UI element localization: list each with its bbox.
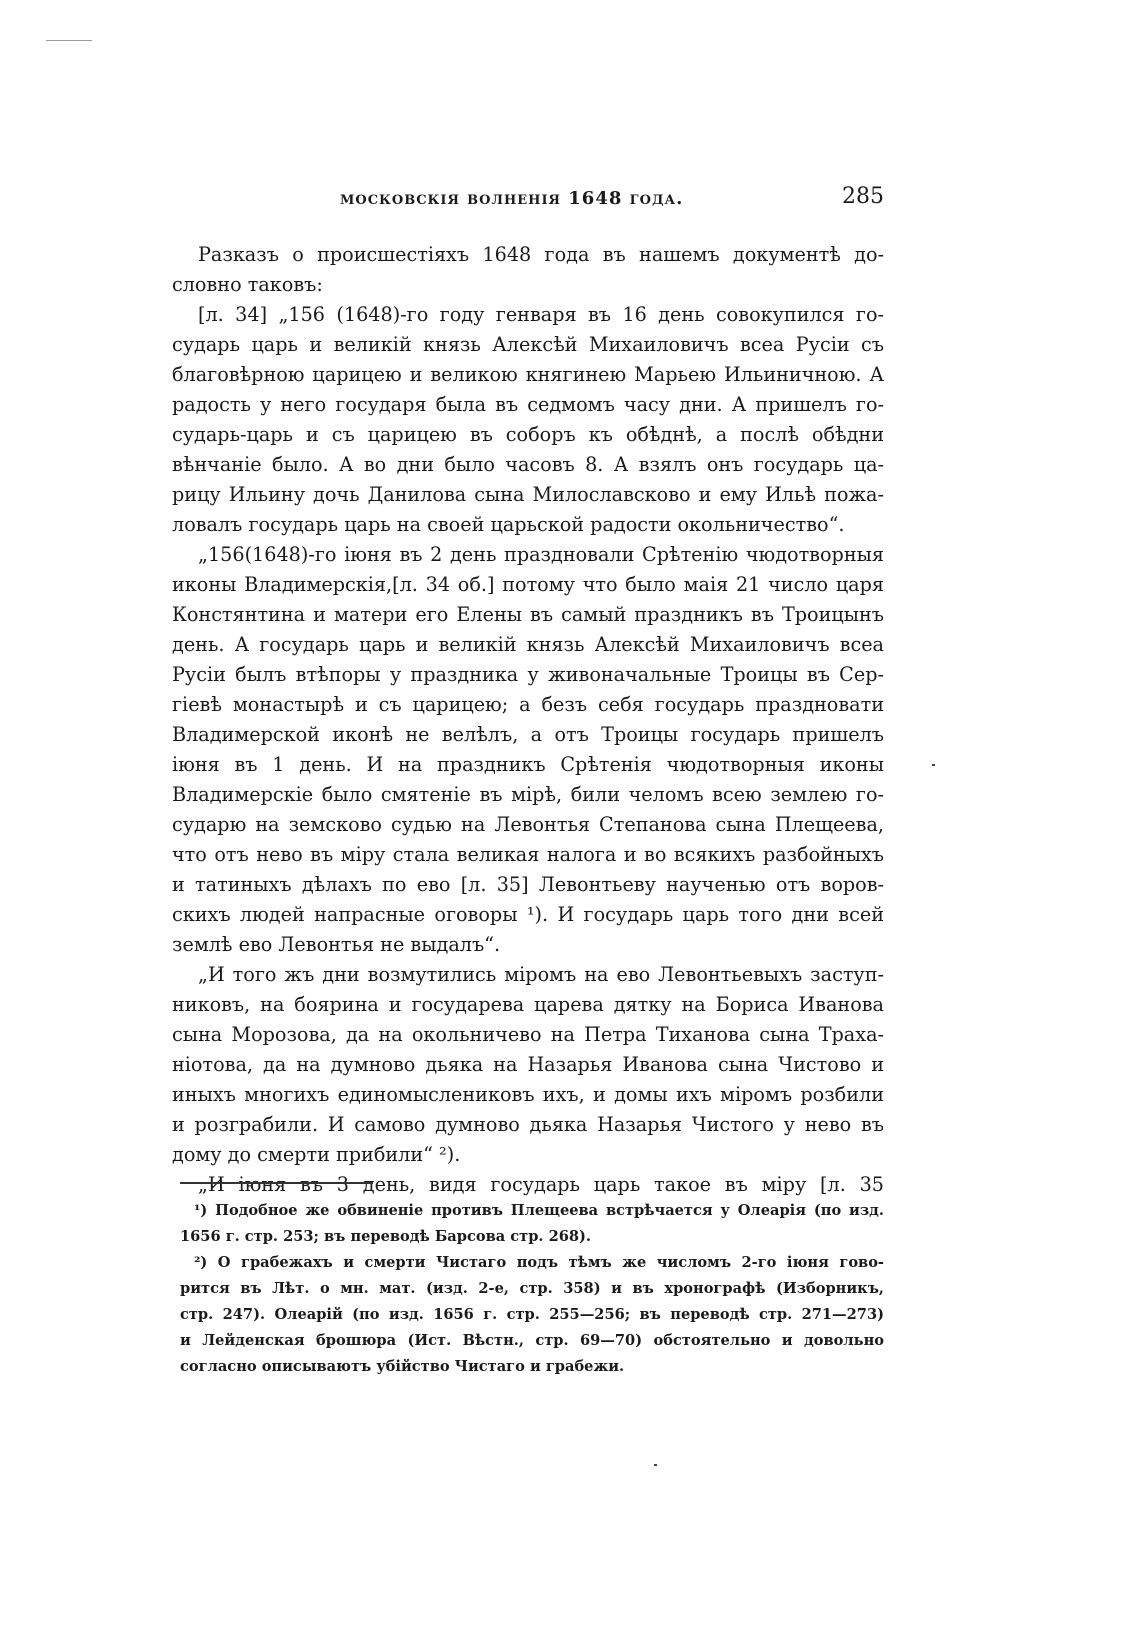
footnote-separator	[180, 1182, 373, 1184]
corner-scan-mark	[46, 40, 92, 41]
text-line: сударь царь и великій князь Алексѣй Михаиловичъ всеа Русіи съ	[172, 333, 884, 356]
text-line: землѣ ево Левонтья не выдалъ“.	[172, 933, 501, 956]
footnote-line: ²) О грабежахъ и смерти Чистаго подъ тѣмъ же числомъ 2-го іюня гово-	[194, 1254, 884, 1271]
text-line: вѣнчаніе было. А во дни было часовъ 8. А взялъ онъ государь ца-	[172, 453, 884, 476]
text-line: что отъ нево въ міру стала великая налога и во всякихъ разбойныхъ	[172, 843, 884, 866]
footnote-line: ¹) Подобное же обвиненіе противъ Плещеева встрѣчается у Олеарія (по изд.	[194, 1202, 884, 1219]
text-line: Разказъ о происшестіяхъ 1648 года въ нашемъ документѣ до-	[198, 243, 884, 266]
footnote-line: 1656 г. стр. 253; въ переводѣ Барсова стр. 268).	[180, 1228, 592, 1245]
text-line: дому до смерти прибили“ ²).	[172, 1143, 461, 1166]
text-line: Русіи былъ втѣпоры у праздника у живоначальные Троицы въ Сер-	[172, 663, 884, 686]
text-line: день. А государь царь и великій князь Алексѣй Михаиловичъ всеа	[172, 633, 884, 656]
text-line: Владимерскіе было смятеніе въ мірѣ, били челомъ всею землею го-	[172, 783, 884, 806]
text-line: іюня въ 1 день. И на праздникъ Срѣтенія чюдотворныя иконы	[172, 753, 884, 776]
text-line: словно таковъ:	[172, 273, 323, 296]
text-line: радость у него государя была въ седмомъ часу дни. А пришелъ го-	[172, 393, 884, 416]
footnote-line: стр. 247). Олеарій (по изд. 1656 г. стр. 255—256; въ переводѣ стр. 271—273)	[180, 1306, 884, 1323]
running-header	[172, 184, 884, 218]
text-line: сударь-царь и съ царицею въ соборъ къ обѣднѣ, а послѣ обѣдни	[172, 423, 884, 446]
main-text	[172, 240, 884, 1200]
scan-speck	[654, 1464, 657, 1466]
text-line: гіевѣ монастырѣ и съ царицею; а безъ себя государь праздновати	[172, 693, 884, 716]
footnote-line: и Лейденская брошюра (Ист. Вѣстн., стр. 69—70) обстоятельно и довольно	[180, 1332, 884, 1349]
text-line: и татиныхъ дѣлахъ по ево [л. 35] Левонтьеву наученью отъ воров-	[172, 873, 884, 896]
text-line: ловалъ государь царь на своей царьской радости окольничество“.	[172, 513, 845, 536]
text-line: сударю на земсково судью на Левонтья Степанова сына Плещеева,	[172, 813, 884, 836]
running-title: московскія волненія 1648 года.	[340, 188, 684, 209]
footnote-line: рится въ Лѣт. о мн. мат. (изд. 2-е, стр. 358) и въ хронографѣ (Изборникъ,	[180, 1280, 884, 1297]
text-line: и розграбили. И самово думново дьяка Назарья Чистого у нево въ	[172, 1113, 884, 1136]
page-number: 285	[842, 184, 884, 209]
scan-speck	[932, 764, 935, 766]
text-line: „И іюня въ 3 день, видя государь царь такое въ міру [л. 35	[198, 1173, 884, 1196]
text-line: сына Морозова, да на окольничево на Петра Тиханова сына Траха-	[172, 1023, 884, 1046]
footnotes	[180, 1198, 884, 1380]
footnote-line: согласно описываютъ убійство Чистаго и грабежи.	[180, 1358, 625, 1375]
text-line: иконы Владимерскія,[л. 34 об.] потому что было маія 21 число царя	[172, 573, 884, 596]
text-line: скихъ людей напрасные оговоры ¹). И государь царь того дни всей	[172, 903, 884, 926]
text-line: иныхъ многихъ единомыслениковъ ихъ, и домы ихъ міромъ розбили	[172, 1083, 884, 1106]
text-line: „И того жъ дни возмутились міромъ на ево Левонтьевыхъ заступ-	[198, 963, 884, 986]
text-line: „156(1648)-го іюня въ 2 день праздновали Срѣтенію чюдотворныя	[198, 543, 884, 566]
text-line: Владимерской иконѣ не велѣлъ, а отъ Троицы государь пришелъ	[172, 723, 884, 746]
text-line: [л. 34] „156 (1648)-го году генваря въ 16 день совокупился го-	[198, 303, 884, 326]
text-line: ніотова, да на думново дьяка на Назарья Иванова сына Чистово и	[172, 1053, 884, 1076]
text-line: Констянтина и матери его Елены въ самый праздникъ въ Троицынъ	[172, 603, 884, 626]
text-line: благовѣрною царицею и великою княгинею Марьею Ильиничною. А	[172, 363, 884, 386]
text-line: рицу Ильину дочь Данилова сына Милославсково и ему Ильѣ пожа-	[172, 483, 884, 506]
text-line: никовъ, на боярина и государева царева дятку на Бориса Иванова	[172, 993, 884, 1016]
